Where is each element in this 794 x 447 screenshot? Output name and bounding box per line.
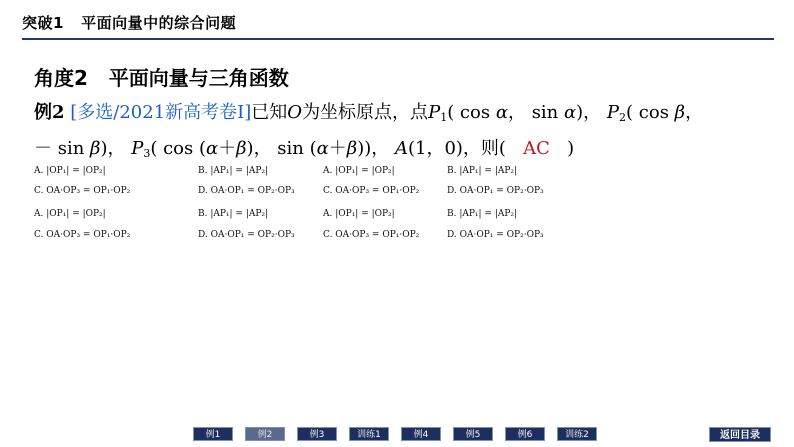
option: A. |OP₁| = |OP₂| <box>323 209 395 219</box>
nav-example-5[interactable]: 例5 <box>453 427 493 441</box>
header-title: 突破1 平面向量中的综合问题 <box>22 14 237 32</box>
text: )， <box>576 102 602 123</box>
math-var: α <box>495 102 508 123</box>
option: B. |AP₁| = |AP₂| <box>447 166 518 176</box>
section-title: 角度2 平面向量与三角函数 <box>34 66 289 90</box>
option: A. |OP₁| = |OP₂| <box>323 166 395 176</box>
subscript: 1 <box>440 111 448 124</box>
option: D. OA·OP₁ = OP₂·OP₃ <box>198 186 295 196</box>
text: )， <box>100 138 126 159</box>
problem-line-2 <box>34 134 574 160</box>
answer: AC <box>523 138 550 159</box>
option: D. OA·OP₁ = OP₂·OP₃ <box>447 230 544 240</box>
option: B. |AP₁| = |AP₂| <box>198 209 269 219</box>
text: 为坐标原点，点 <box>302 102 429 123</box>
subscript: 3 <box>143 147 151 160</box>
text: ))， <box>357 138 390 159</box>
header <box>0 0 794 44</box>
nav-example-4[interactable]: 例4 <box>401 427 441 441</box>
option: D. OA·OP₁ = OP₂·OP₃ <box>198 230 295 240</box>
math-var: A <box>394 138 408 159</box>
math-var: β <box>90 138 101 159</box>
math-var: β <box>346 138 358 159</box>
math-var: α <box>316 138 329 159</box>
nav-example-3[interactable]: 例3 <box>297 427 337 441</box>
math-var: P <box>131 138 144 159</box>
text: 已知 <box>251 102 288 123</box>
nav-example-1[interactable]: 例1 <box>193 427 233 441</box>
text: )， sin ( <box>246 138 317 159</box>
problem-label: 例2 <box>34 102 65 123</box>
math-var: α <box>205 138 219 159</box>
text: ( cos <box>447 102 496 123</box>
subscript: 2 <box>619 111 627 124</box>
text: ) <box>567 138 575 159</box>
option: D. OA·OP₁ = OP₂·OP₃ <box>447 186 544 196</box>
math-var: O <box>287 102 303 123</box>
text: ， <box>685 102 704 123</box>
text: (1，0)，则( <box>407 138 506 159</box>
option: C. OA·OP₃ = OP₁·OP₂ <box>34 230 131 240</box>
option: B. |AP₁| = |AP₂| <box>198 166 269 176</box>
option: C. OA·OP₃ = OP₁·OP₂ <box>34 186 131 196</box>
nav-practice-1[interactable]: 训练1 <box>349 427 389 441</box>
math-var: α <box>564 102 577 123</box>
option: A. |OP₁| = |OP₂| <box>34 209 106 219</box>
footer-nav <box>0 427 794 443</box>
math-var: β <box>236 138 247 159</box>
text: ＋ <box>328 138 347 159</box>
header-rule <box>22 38 774 40</box>
problem-source: [多选/2021新高考卷Ⅰ] <box>70 102 252 123</box>
return-to-contents-button[interactable]: 返回目录 <box>709 427 771 442</box>
nav-example-6[interactable]: 例6 <box>505 427 545 441</box>
nav-example-2[interactable]: 例2 <box>245 427 285 441</box>
option: A. |OP₁| = |OP₂| <box>34 166 106 176</box>
text: ， sin <box>507 102 564 123</box>
option: C. OA·OP₃ = OP₁·OP₂ <box>323 186 420 196</box>
text: ＋ <box>218 138 237 159</box>
nav-practice-2[interactable]: 训练2 <box>557 427 597 441</box>
math-var: β <box>674 102 686 123</box>
math-var: P <box>606 102 620 123</box>
math-var: P <box>428 102 441 123</box>
text: － sin <box>34 138 91 159</box>
text: ( cos <box>626 102 675 123</box>
option: C. OA·OP₃ = OP₁·OP₂ <box>323 230 420 240</box>
option: B. |AP₁| = |AP₂| <box>447 209 518 219</box>
text: ( cos ( <box>150 138 206 159</box>
problem-line-1 <box>34 98 703 124</box>
